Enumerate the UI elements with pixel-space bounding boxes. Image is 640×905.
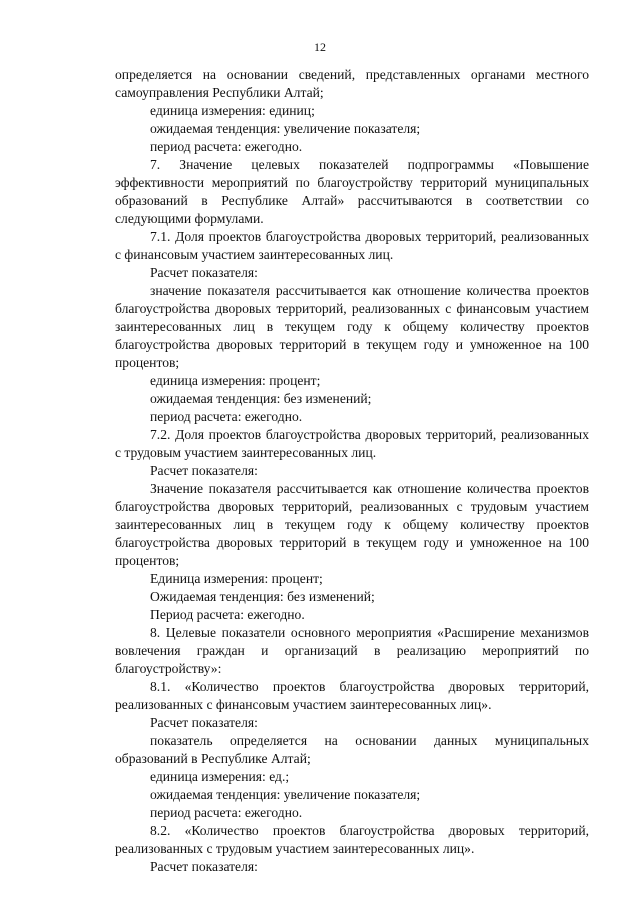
paragraph: Расчет показателя: [150,859,258,874]
paragraph: единица измерения: единиц; [150,103,315,118]
paragraph: ожидаемая тенденция: без изменений; [150,391,372,406]
paragraph: период расчета: ежегодно. [150,409,303,424]
paragraph: Расчет показателя: [150,463,258,478]
paragraph: Ожидаемая тенденция: без изменений; [150,589,375,604]
paragraph: 8.2. «Количество проектов благоустройства дворовых территорий, реализованных с трудовым участием заинтересованных лиц». [115,823,589,856]
paragraph: Расчет показателя: [150,265,258,280]
paragraph: значение показателя рассчитывается как отношение количества проектов благоустройства дворовых территорий, реализованных с финансовым участием заинтересованных лиц в текущем году к общему количеству проектов благоустройства дворовых территорий в текущем году и умноженное на 100 процентов; [115,283,589,370]
paragraph: 8.1. «Количество проектов благоустройства дворовых территорий, реализованных с финансовым участием заинтересованных лиц». [115,679,589,712]
paragraph: период расчета: ежегодно. [150,805,303,820]
paragraph: Значение показателя рассчитывается как отношение количества проектов благоустройства дворовых территорий, реализованных с трудовым участием заинтересованных лиц в текущем году к общему количеству проектов благоустройства дворовых территорий в текущем году и умноженное на 100 процентов; [115,481,589,568]
paragraph: 7. Значение целевых показателей подпрограммы «Повышение эффективности мероприятий по благоустройству территорий муниципальных образований в Республике Алтай» рассчитываются в соответствии со следующими формулами. [115,157,589,226]
paragraph: Расчет показателя: [150,715,258,730]
paragraph: период расчета: ежегодно. [150,139,303,154]
paragraph: показатель определяется на основании данных муниципальных образований в Республике Алтай; [115,733,589,766]
paragraph: 7.2. Доля проектов благоустройства дворовых территорий, реализованных с трудовым участием заинтересованных лиц. [115,427,589,460]
paragraph: 7.1. Доля проектов благоустройства дворовых территорий, реализованных с финансовым участием заинтересованных лиц. [115,229,589,262]
paragraph: 8. Целевые показатели основного мероприятия «Расширение механизмов вовлечения граждан и организаций в реализацию мероприятий по благоустройству»: [115,625,589,676]
paragraph: Период расчета: ежегодно. [150,607,305,622]
paragraph: единица измерения: ед.; [150,769,290,784]
page-number: 12 [314,40,326,54]
paragraph: ожидаемая тенденция: увеличение показателя; [150,121,421,136]
paragraph: определяется на основании сведений, представленных органами местного самоуправления Республики Алтай; [115,67,589,100]
paragraph: Единица измерения: процент; [150,571,323,586]
paragraph: единица измерения: процент; [150,373,321,388]
document-body [115,66,589,876]
paragraph: ожидаемая тенденция: увеличение показателя; [150,787,421,802]
